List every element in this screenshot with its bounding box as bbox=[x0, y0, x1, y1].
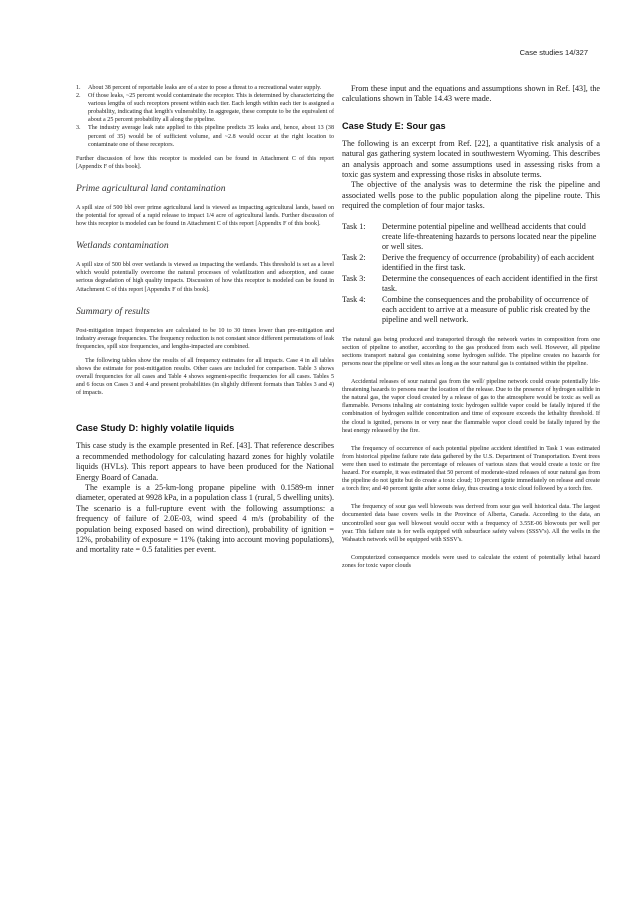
paragraph-summary-1: Post-mitigation impact frequencies are calculated to be 10 to 30 times lower than pre-mitigation and industry average frequencies. The frequency reduction is not constant since different permutations of leak frequencies, spill size frequencies, and lengths-impacted are combined. bbox=[76, 327, 334, 350]
excerpt-paragraph-4: The frequency of sour gas well blowouts was derived from sour gas well historical data. The largest documented data base covers wells in the Province of Alberta, Canada. According to the data, an uncontrolled sour gas well blowout would occur with a frequency of 3.55E-06 blowouts per well per year. This failure rate is for wells equipped with subsurface safety valves (SSSV's). All the wells in the Wahsatch network will be equipped with SSSV's. bbox=[342, 504, 600, 543]
right-column bbox=[342, 84, 600, 570]
heading-wetlands: Wetlands contamination bbox=[76, 240, 169, 252]
list-text: Of those leaks, ~25 percent would contaminate the receptor. This is determined by characterizing the various lengths of such receptors present within each tier. Each length within each tier is assigned a probability, indicating that length's vulnerability. In aggregate, these compute to be the equivalent of about a 25 percent probability all along the pipeline. bbox=[88, 93, 334, 124]
paragraph-prime-agricultural: A spill size of 500 bbl over prime agricultural land is viewed as impacting agricultural lands, based on the potential for spread of a rapid release to impact 1/4 acre of agricultural lands. Further discussion of how this receptor is modeled can be found in Attachment C of this report [Appendix F of this book]. bbox=[76, 204, 334, 228]
excerpt-paragraph-5: Computerized consequence models were used to calculate the extent of potentially lethal hazard zones for toxic vapor clouds bbox=[342, 554, 600, 569]
list-item bbox=[76, 124, 334, 148]
task-text: Determine potential pipeline and wellhead accidents that could create life-threatening hazards to persons located near the pipeline or well sites. bbox=[382, 221, 597, 252]
task-text: Determine the consequences of each accident identified in the first task. bbox=[382, 273, 598, 294]
task-text: Combine the consequences and the probability of occurrence of each accident to arrive at a measure of public risk created by the pipeline and well network. bbox=[382, 294, 591, 325]
excerpt-paragraph-2: Accidental releases of sour natural gas from the well/ pipeline network could create potentially life-threatening hazards to persons near the location of the release. Due to the presence of hydrogen sulfide in the natural gas, the vapor cloud created by a release of gas to the atmosphere would be toxic as well as flammable. Persons inhaling air containing toxic hydrogen sulfide vapor could be fatally injured if the combination of hydrogen sulfide concentration and time of exposure exceeds the lethality threshold. If the cloud is ignited, persons in or very near the flammable vapor cloud could be fatally injured by the heat energy released by the fire. bbox=[342, 379, 600, 434]
running-head: Case studies 14/327 bbox=[519, 48, 588, 57]
paragraph-case-e-2: The objective of the analysis was to determine the risk the pipeline and associated wells pose to the public population along the pipeline route. This required the completion of four major tasks. bbox=[342, 180, 600, 211]
excerpt-paragraph-3: The frequency of occurrence of each potential pipeline accident identified in Task 1 was estimated from historical pipeline failure rate data gathered by the U.S. Department of Transportation. Event trees were then used to estimate the percentage of releases of various sizes that would create a toxic or fire hazard. For example, it was estimated that 50 percent of moderate-sized releases of sour natural gas from the pipeline do not ignite but do create a toxic cloud; 10 percent ignite immediately on release and create a torch fire; and 40 percent ignite after some delay, thus creating a toxic cloud followed by a torch fire. bbox=[342, 445, 600, 493]
task-item bbox=[342, 253, 600, 274]
paragraph-from-these: From these input and the equations and assumptions shown in Ref. [43], the calculations shown in Table 14.43 were made. bbox=[342, 84, 600, 104]
heading-summary: Summary of results bbox=[76, 305, 150, 317]
task-label: Task 4: bbox=[342, 294, 366, 304]
list-number: 3. bbox=[76, 125, 81, 132]
heading-case-d: Case Study D: highly volatile liquids bbox=[76, 423, 235, 434]
task-item bbox=[342, 274, 600, 295]
task-label: Task 2: bbox=[342, 252, 366, 262]
task-text: Derive the frequency of occurrence (probability) of each accident identified in the first task. bbox=[382, 252, 595, 273]
task-label: Task 3: bbox=[342, 273, 366, 283]
paragraph-wetlands: A spill size of 500 bbl over wetlands is viewed as impacting the wetlands. This threshold is set as a level which would potentially overcome the natural processes of volatilization and adsorption, and cause serious degradation of high quality impacts. Discussion of how this receptor is modeled can be found in Attachment C of this report [Appendix F of this book]. bbox=[76, 262, 334, 293]
further-discussion: Further discussion of how this receptor is modeled can be found in Attachment C of this report [Appendix F of this book]. bbox=[76, 155, 334, 170]
paragraph-summary-2: The following tables show the results of all frequency estimates for all impacts. Case 4 in all tables shows the estimate for post-mitigation results. Other cases are included for comparison. Table 3 shows overall frequencies for all cases and Table 4 shows segment-specific frequencies for all cases. Tables 5 and 6 focus on Cases 3 and 4 and present probabilities (in slightly different formats than Tables 3 and 4) of impacts. bbox=[76, 357, 334, 397]
excerpt-paragraph-1: The natural gas being produced and transported through the network varies in composition from one section of pipeline to another, according to the gas produced from each well. However, all pipeline sections transport natural gas containing some hydrogen sulfide. The pipeline creates no hazards for persons near the pipeline or well sites as long as the sour natural gas is contained within the pipeline. bbox=[342, 336, 600, 367]
heading-prime-agricultural: Prime agricultural land contamination bbox=[76, 182, 226, 194]
list-text: The industry average leak rate applied to this pipeline predicts 35 leaks and, hence, about 13 (38 percent of 35) would be of sufficient volume, and ~2.8 would occur at the right location to contaminate one of these receptors. bbox=[88, 125, 334, 148]
task-item bbox=[342, 222, 600, 253]
paragraph-case-e-1: The following is an excerpt from Ref. [22], a quantitative risk analysis of a natural gas gathering system located in southwestern Wyoming. This describes an analysis approach and some assumptions used in assessing risks from a toxic gas system and expressing those risks in absolute terms. bbox=[342, 138, 600, 180]
task-item bbox=[342, 295, 600, 326]
numbered-list bbox=[76, 84, 334, 149]
list-item bbox=[76, 84, 334, 92]
list-number: 2. bbox=[76, 93, 81, 100]
task-label: Task 1: bbox=[342, 221, 366, 231]
heading-case-e: Case Study E: Sour gas bbox=[342, 120, 446, 131]
left-column bbox=[76, 84, 334, 556]
paragraph-case-d-2: The example is a 25-km-long propane pipeline with 0.1589-m inner diameter, operated at 9928 kPa, in a population class 1 (rural, 5 dwelling units). The scenario is a full-rupture event with the following assumptions: a frequency of failure of 2.0E-03, wind speed 4 m/s (probability of the population being exposed based on wind direction), probability of ignition = 12%, probability of exposure = 11% (taking into account moving populations), and mortality rate = 0.5 fatalities per event. bbox=[76, 482, 334, 555]
paragraph-case-d-1: This case study is the example presented in Ref. [43]. That reference describes a recommended methodology for calculating hazard zones for highly volatile liquids (HVLs). This report appears to have been produced for the National Energy Board of Canada. bbox=[76, 441, 334, 482]
list-item bbox=[76, 92, 334, 124]
list-number: 1. bbox=[76, 85, 81, 91]
list-text: About 38 percent of reportable leaks are of a size to pose a threat to a recreational water supply. bbox=[88, 85, 322, 91]
